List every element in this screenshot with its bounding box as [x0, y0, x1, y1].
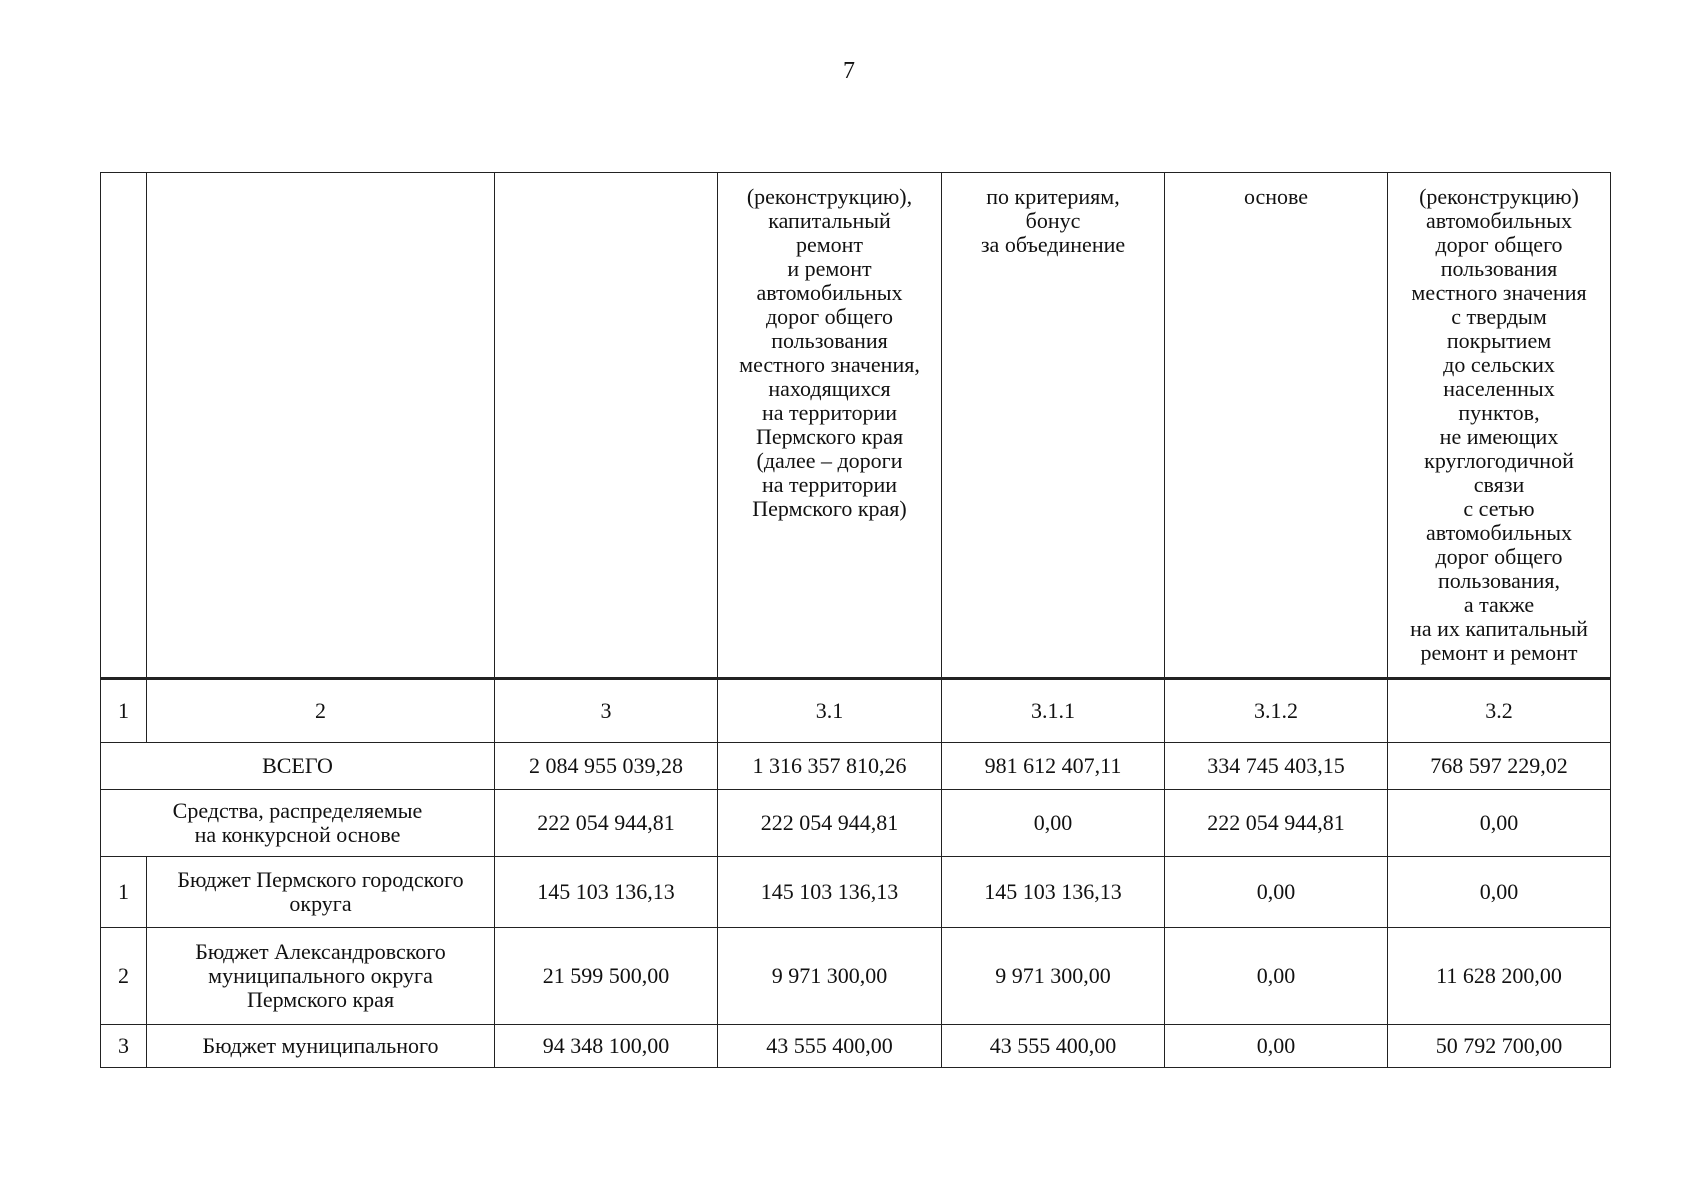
column-index-cell: 3.1.1: [942, 679, 1165, 743]
competitive-value-col-3-1: 222 054 944,81: [718, 790, 942, 857]
table-header-row: [101, 173, 1611, 679]
total-row: [101, 743, 1611, 790]
competitive-value-col-3-1-2: 222 054 944,81: [1165, 790, 1388, 857]
column-index-cell: 3.1: [718, 679, 942, 743]
competitive-funds-row: [101, 790, 1611, 857]
table-row: [101, 857, 1611, 928]
header-cell-col-1: [101, 173, 147, 679]
column-index-cell: 3.1.2: [1165, 679, 1388, 743]
row-value-col-3: 94 348 100,00: [495, 1025, 718, 1068]
total-value-col-3-2: 768 597 229,02: [1388, 743, 1611, 790]
row-budget-name: Бюджет Александровского муниципального округа Пермского края: [147, 928, 495, 1025]
row-value-col-3-1-1: 43 555 400,00: [942, 1025, 1165, 1068]
header-cell-col-3-2: (реконструкцию) автомобильных дорог общего пользования местного значения с твердым покрытием до сельских населенных пунктов, не имеющих круглогодичной связи с сетью автомобильных дорог общего пользования, а также на их капитальный ремонт и ремонт: [1388, 173, 1611, 679]
row-value-col-3-1-2: 0,00: [1165, 1025, 1388, 1068]
competitive-value-col-3-2: 0,00: [1388, 790, 1611, 857]
header-cell-col-2: [147, 173, 495, 679]
row-budget-name: Бюджет Пермского городского округа: [147, 857, 495, 928]
column-index-cell: 1: [101, 679, 147, 743]
column-index-cell: 3.2: [1388, 679, 1611, 743]
row-budget-name: Бюджет муниципального: [147, 1025, 495, 1068]
header-cell-col-3: [495, 173, 718, 679]
row-number: 1: [101, 857, 147, 928]
budget-distribution-table: [100, 172, 1611, 1068]
competitive-value-col-3-1-1: 0,00: [942, 790, 1165, 857]
row-value-col-3-1: 43 555 400,00: [718, 1025, 942, 1068]
row-value-col-3-2: 50 792 700,00: [1388, 1025, 1611, 1068]
header-cell-col-3-1: (реконструкцию), капитальный ремонт и ремонт автомобильных дорог общего пользования местного значения, находящихся на территории Пермского края (далее – дороги на территории Пермского края): [718, 173, 942, 679]
header-cell-col-3-1-1: по критериям, бонус за объединение: [942, 173, 1165, 679]
total-value-col-3-1-1: 981 612 407,11: [942, 743, 1165, 790]
row-value-col-3-1: 9 971 300,00: [718, 928, 942, 1025]
total-label: ВСЕГО: [101, 743, 495, 790]
table-row: [101, 928, 1611, 1025]
total-value-col-3-1-2: 334 745 403,15: [1165, 743, 1388, 790]
column-index-row: [101, 679, 1611, 743]
table-row: [101, 1025, 1611, 1068]
row-value-col-3-1-1: 145 103 136,13: [942, 857, 1165, 928]
page-number: 7: [843, 58, 855, 84]
row-value-col-3-1-1: 9 971 300,00: [942, 928, 1165, 1025]
row-number: 3: [101, 1025, 147, 1068]
row-value-col-3: 145 103 136,13: [495, 857, 718, 928]
competitive-value-col-3: 222 054 944,81: [495, 790, 718, 857]
row-value-col-3-1: 145 103 136,13: [718, 857, 942, 928]
competitive-funds-label: Средства, распределяемые на конкурсной основе: [101, 790, 495, 857]
column-index-cell: 2: [147, 679, 495, 743]
total-value-col-3: 2 084 955 039,28: [495, 743, 718, 790]
row-value-col-3-2: 11 628 200,00: [1388, 928, 1611, 1025]
row-value-col-3-2: 0,00: [1388, 857, 1611, 928]
header-cell-col-3-1-2: основе: [1165, 173, 1388, 679]
row-value-col-3-1-2: 0,00: [1165, 857, 1388, 928]
column-index-cell: 3: [495, 679, 718, 743]
row-value-col-3-1-2: 0,00: [1165, 928, 1388, 1025]
total-value-col-3-1: 1 316 357 810,26: [718, 743, 942, 790]
row-value-col-3: 21 599 500,00: [495, 928, 718, 1025]
row-number: 2: [101, 928, 147, 1025]
